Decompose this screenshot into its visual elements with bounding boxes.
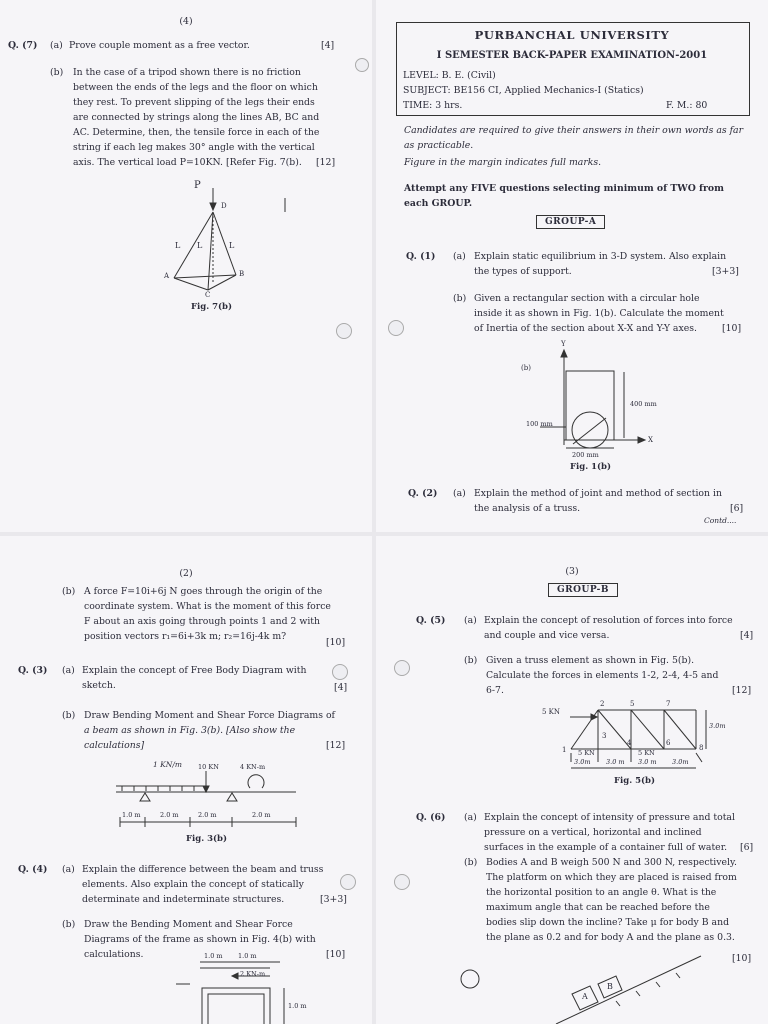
text-line: the types of support.: [474, 266, 572, 277]
question-marks: [4]: [334, 682, 348, 693]
group-heading: GROUP-B: [548, 583, 618, 597]
text-line: maximum angle that can be reached before the: [486, 902, 710, 913]
load-label: 5 KN: [578, 749, 595, 757]
label-l: L: [229, 241, 235, 250]
question-number: Q. (6): [416, 812, 446, 823]
rectangular-section: [566, 371, 614, 440]
page-number: (3): [565, 566, 579, 577]
node-label: 3: [602, 732, 607, 740]
question-marks: [12]: [732, 685, 752, 696]
exam-page-1: [376, 0, 768, 532]
frame-figure: [0, 536, 372, 1024]
text-line: The platform on which they are placed is raised from: [486, 872, 737, 883]
exam-level: LEVEL: B. E. (Civil): [403, 70, 496, 81]
moment-label: 2 KN-m: [240, 970, 266, 978]
question-number: Q. (5): [416, 615, 446, 626]
instructions: Figure in the margin indicates full marks.: [404, 157, 602, 168]
question-part-label: (b): [50, 67, 64, 78]
attempt-instruction: Attempt any FIVE questions selecting minimum of TWO from each GROUP.: [404, 183, 724, 209]
hatching: [616, 973, 680, 1006]
text-line: surfaces in the example of a container full of water.: [484, 842, 728, 853]
exam-page-2: [0, 536, 372, 1024]
question-part-label: (b): [464, 655, 478, 666]
text-line: Draw the Bending Moment and Shear Force: [84, 919, 293, 930]
text-line: coordinate system. What is the moment of this force: [84, 601, 331, 612]
text-line: a beam as shown in Fig. 3(b). [Also show the: [84, 725, 296, 736]
text-line: the horizontal position to an angle θ. What is the: [486, 887, 717, 898]
punch-hole: [394, 874, 410, 890]
question-marks: [3+3]: [712, 266, 739, 277]
incline-plane: [556, 956, 701, 1024]
question-part-label: (b): [453, 293, 467, 304]
figure-caption: Fig. 5(b): [614, 776, 656, 786]
node-label: 4: [627, 739, 632, 747]
arrowhead: [210, 203, 216, 210]
question-text-block: [474, 486, 746, 516]
question-marks: [12]: [326, 740, 346, 751]
dimension-label: 400 mm: [630, 400, 657, 408]
text-line: the analysis of a truss.: [474, 503, 581, 514]
dimension-label: 1.0 m: [122, 811, 141, 819]
text-line: Explain the difference between the beam and truss: [82, 864, 324, 875]
continued-note: Contd....: [704, 516, 737, 525]
string-ac: [174, 278, 208, 290]
arrowhead: [232, 973, 238, 979]
label-b: B: [239, 270, 245, 278]
text-line: Draw Bending Moment and Shear Force Diagrams of: [84, 710, 335, 721]
label-c: C: [205, 291, 211, 299]
text-line: AC. Determine, then, the tensile force in each of the: [73, 127, 320, 138]
node-label: 2: [600, 700, 605, 708]
node-label: 6: [666, 739, 671, 747]
figure-caption: Fig. 1(b): [570, 462, 612, 472]
text-line: Explain the method of joint and method of section in: [474, 488, 722, 499]
dimension-label: 1.0 m: [288, 1002, 307, 1010]
handwritten-mark: [461, 970, 479, 988]
frame-members: [202, 988, 270, 1024]
label-l: L: [175, 241, 181, 250]
text-line: axis. The vertical load P=10KN. [Refer Fig. 7(b).: [73, 157, 302, 168]
label-p: P: [194, 180, 201, 191]
text-line: between the ends of the legs and the floor on which: [73, 82, 318, 93]
question-number: Q. (1): [406, 251, 436, 262]
punch-hole: [340, 874, 356, 890]
question-marks: [10]: [722, 323, 742, 334]
question-number: Q. (3): [18, 665, 48, 676]
punch-hole: [394, 660, 410, 676]
question-number: Q. (4): [18, 864, 48, 875]
incline-figure: [376, 536, 768, 1024]
text-line: pressure on a vertical, horizontal and inclined: [484, 827, 702, 838]
question-part-label: (a): [50, 40, 63, 51]
text-line: are connected by strings along the lines AB, BC and: [73, 112, 320, 123]
exam-time: TIME: 3 hrs.: [403, 100, 463, 111]
dimension-label: 2.0 m: [198, 811, 217, 819]
question-part-label: (a): [62, 864, 75, 875]
exam-full-marks: F. M.: 80: [666, 100, 708, 111]
question-marks: [10]: [326, 949, 346, 960]
question-marks: [4]: [321, 40, 335, 51]
text-line: and couple and vice versa.: [484, 630, 610, 641]
moment-label: 4 KN-m: [240, 763, 266, 771]
dimension-label: 1.0 m: [204, 952, 223, 960]
string-ab: [174, 275, 236, 278]
label-a: A: [164, 272, 170, 280]
dimension-label: 3.0 m: [638, 758, 657, 766]
string-bc: [208, 275, 236, 290]
tripod-figure: [0, 0, 372, 532]
university-name: PURBANCHAL UNIVERSITY: [474, 28, 670, 42]
text-line: Given a truss element as shown in Fig. 5(b).: [486, 655, 695, 666]
text-line: position vectors r₁=6i+3k m; r₂=16j-4k m?: [84, 631, 287, 642]
axis-label-y: Y: [561, 340, 566, 348]
page-number: (4): [179, 16, 193, 27]
node-label: 7: [666, 700, 671, 708]
text-line: Diagrams of the frame as shown in Fig. 4(b) with: [84, 934, 316, 945]
question-marks: [4]: [740, 630, 754, 641]
node-label: 1: [562, 746, 567, 754]
question-text: Prove couple moment as a free vector.: [69, 40, 250, 51]
fig-label: (b): [521, 364, 531, 372]
question-marks: [10]: [732, 953, 752, 964]
text-line: In the case of a tripod shown there is no friction: [73, 67, 301, 78]
leg-dc: [208, 212, 213, 290]
exam-page-3: [376, 536, 768, 1024]
text-line: Bodies A and B weigh 500 N and 300 N, respectively.: [486, 857, 737, 868]
arrowhead: [638, 437, 645, 443]
question-marks: [6]: [730, 503, 744, 514]
body-label: A: [582, 992, 588, 1001]
question-part-label: (b): [62, 710, 76, 721]
load-label: 5 KN: [638, 749, 655, 757]
dimension-label: 3.0 m: [606, 758, 625, 766]
text-line: string if each leg makes 30° angle with the vertical: [73, 142, 315, 153]
exam-title: I SEMESTER BACK-PAPER EXAMINATION-2001: [436, 50, 708, 61]
question-part-label: (a): [464, 615, 477, 626]
text-line: bodies slip down the incline? Take μ for body B and: [486, 917, 730, 928]
group-heading: GROUP-A: [536, 215, 605, 229]
text-line: the plane as 0.2 and for body A and the plane as 0.3.: [486, 932, 735, 943]
text-line: 6-7.: [486, 685, 504, 696]
body-label: B: [607, 982, 613, 991]
text-line: Explain the concept of intensity of pressure and total: [484, 812, 735, 823]
dimension-label: 100 mm: [526, 420, 553, 428]
dimension-label: 200 mm: [572, 451, 599, 459]
question-marks: [12]: [316, 157, 336, 168]
arrowhead: [561, 350, 567, 357]
frame-members: [208, 994, 264, 1024]
punch-hole: [355, 58, 369, 72]
text-line: Explain static equilibrium in 3-D system. Also explain: [474, 251, 727, 262]
dimension-label: 3.0m: [672, 758, 689, 766]
question-number: Q. (2): [408, 488, 438, 499]
punch-hole: [332, 664, 348, 680]
exam-subject: SUBJECT: BE156 CI, Applied Mechanics-I (Statics): [403, 85, 644, 96]
question-part-label: (b): [62, 919, 76, 930]
text-line: of Inertia of the section about X-X and Y-Y axes.: [474, 323, 697, 334]
dimension-label: 3.0m: [709, 722, 726, 730]
text-line: elements. Also explain the concept of statically: [82, 879, 304, 890]
dimension-label: 2.0 m: [160, 811, 179, 819]
label-l: L: [197, 241, 203, 250]
dimension-label: 2.0 m: [252, 811, 271, 819]
text-line: calculations]: [84, 740, 145, 751]
label-d: D: [221, 202, 227, 210]
udl-label: 1 KN/m: [153, 760, 182, 769]
question-part-label: (b): [464, 857, 478, 868]
text-line: Explain the concept of resolution of forces into force: [484, 615, 733, 626]
question-number: Q. (7): [8, 40, 38, 51]
node-label: 5: [630, 700, 635, 708]
text-line: Explain the concept of Free Body Diagram with: [82, 665, 307, 676]
punch-hole: [388, 320, 404, 336]
question-marks: [3+3]: [320, 894, 347, 905]
text-line: inside it as shown in Fig. 1(b). Calculate the moment: [474, 308, 724, 319]
page-number: (2): [179, 568, 193, 579]
question-part-label: (a): [464, 812, 477, 823]
question-marks: [10]: [326, 637, 346, 648]
load-label: 10 KN: [198, 763, 219, 771]
text-line: sketch.: [82, 680, 116, 691]
question-part-label: (a): [62, 665, 75, 676]
figure-caption: Fig. 3(b): [186, 834, 228, 844]
text-line: A force F=10i+6j N goes through the origin of the: [84, 586, 323, 597]
dimension-label: 3.0m: [574, 758, 591, 766]
instructions: Candidates are required to give their answers in their own words as far as practicable.: [404, 125, 744, 151]
load-label: 5 KN: [542, 708, 561, 716]
text-line: Calculate the forces in elements 1-2, 2-4, 4-5 and: [486, 670, 719, 681]
question-part-label: (b): [62, 586, 76, 597]
text-line: they rest. To prevent slipping of the legs their ends: [73, 97, 315, 108]
text-line: Given a rectangular section with a circular hole: [474, 293, 700, 304]
axis-label-x: X: [648, 436, 653, 444]
exam-page-4: [0, 0, 372, 532]
text-line: calculations.: [84, 949, 144, 960]
text-line: determinate and indeterminate structures.: [82, 894, 285, 905]
figure-caption: Fig. 7(b): [191, 302, 233, 312]
node-label: 8: [699, 744, 704, 752]
dimension-label: 1.0 m: [238, 952, 257, 960]
question-part-label: (a): [453, 488, 466, 499]
punch-hole: [336, 323, 352, 339]
question-marks: [6]: [740, 842, 754, 853]
text-line: F about an axis going through points 1 and 2 with: [84, 616, 321, 627]
question-part-label: (a): [453, 251, 466, 262]
